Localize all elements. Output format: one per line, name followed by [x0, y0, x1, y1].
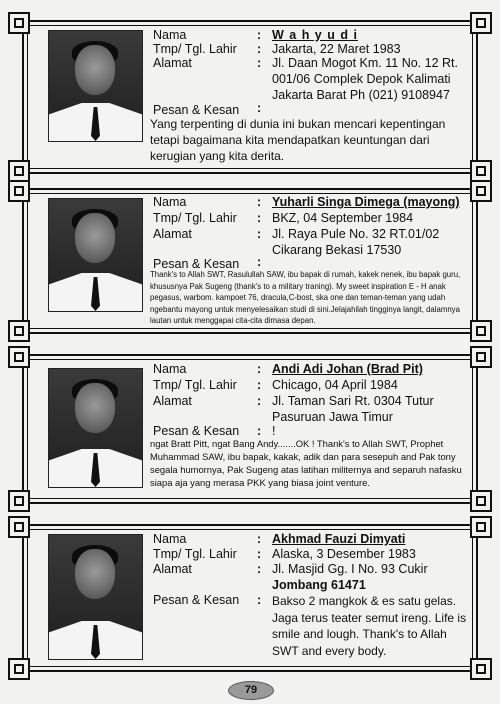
colon: : — [257, 532, 262, 546]
portrait-photo — [48, 198, 143, 312]
label-alamat: Alamat — [153, 562, 192, 576]
name-value: Yuharli Singa Dimega (mayong) — [272, 195, 460, 209]
corner-ornament — [8, 320, 30, 342]
colon: : — [257, 547, 262, 561]
entry-4 — [0, 518, 500, 678]
page-number: 79 — [228, 681, 274, 700]
colon: : — [257, 394, 262, 408]
ttl-value: Alaska, 3 Desember 1983 — [272, 547, 416, 561]
corner-ornament — [470, 658, 492, 680]
label-pesan: Pesan & Kesan — [153, 593, 240, 607]
corner-ornament — [8, 516, 30, 538]
label-nama: Nama — [153, 195, 187, 209]
pesan-text: Thank's to Allah SWT, Rasulullah SAW, ibu bapak di rumah, kakek nenek, ibu bapak guru, khususnya Pak Sugeng (thank's to a military traning). My sweet inspiration E - H anak pegasus, warbom. kampoet 76, dracula,C-bost, ska one dan teman-teman yang udah ngebantu mayong untuk menyelesaikan studi di sini.Jelajahilah tingginya langit, dalamnya lautan untuk menggapai cita-cita dimasa depan. — [150, 270, 461, 325]
ttl-value: BKZ, 04 September 1984 — [272, 211, 414, 225]
alamat-line: Jl. Taman Sari Rt. 0304 Tutur — [272, 394, 434, 408]
colon: : — [257, 378, 262, 392]
corner-ornament — [8, 658, 30, 680]
label-pesan: Pesan & Kesan — [153, 103, 240, 117]
corner-ornament — [470, 516, 492, 538]
name-value: Andi Adi Johan (Brad Pit) — [272, 362, 423, 376]
pesan-text: ngat Bratt Pitt, ngat Bang Andy.......OK ! Thank's to Allah SWT, Prophet Muhammad SAW, ibu bapak, kakak, adik dan para sesepuh and Pak tony segala humornya, Pak Sugeng atas latihan militernya and separuh nafasku siapa aja yang merasa PKK yang biasa joint venture. — [150, 438, 462, 488]
colon: : — [257, 227, 262, 241]
alamat-line: Jl. Raya Pule No. 32 RT.01/02 — [272, 227, 440, 241]
name-value: Akhmad Fauzi Dimyati — [272, 532, 406, 546]
corner-ornament — [470, 320, 492, 342]
label-ttl: Tmp/ Tgl. Lahir — [153, 378, 237, 392]
colon: : — [257, 593, 262, 607]
corner-ornament — [470, 12, 492, 34]
pesan-text: Bakso 2 mangkok & es satu gelas. Jaga terus teater semut ireng. Life is smile and lough. Thank's to Allah SWT and every body. — [272, 594, 467, 658]
portrait-photo — [48, 368, 143, 488]
label-alamat: Alamat — [153, 394, 192, 408]
corner-ornament — [8, 180, 30, 202]
portrait-photo — [48, 30, 143, 142]
colon: : — [257, 28, 262, 42]
label-pesan: Pesan & Kesan — [153, 257, 240, 271]
corner-ornament — [8, 490, 30, 512]
alamat-line: Jakarta Barat Ph (021) 9108947 — [272, 88, 450, 102]
colon: : — [257, 255, 262, 269]
name-value: W a h y u d i — [272, 28, 358, 42]
entry-2 — [0, 182, 500, 340]
colon: : — [257, 211, 262, 225]
colon: : — [257, 424, 262, 438]
corner-ornament — [470, 346, 492, 368]
colon: : — [257, 362, 262, 376]
entry-3 — [0, 348, 500, 510]
label-ttl: Tmp/ Tgl. Lahir — [153, 547, 237, 561]
corner-ornament — [470, 180, 492, 202]
alamat-line: Jl. Masjid Gg. I No. 93 Cukir — [272, 562, 428, 576]
label-nama: Nama — [153, 362, 187, 376]
pesan-head: ! — [272, 424, 276, 438]
alamat-line: Cikarang Bekasi 17530 — [272, 243, 402, 257]
corner-ornament — [470, 490, 492, 512]
ttl-value: Chicago, 04 April 1984 — [272, 378, 398, 392]
pesan-text: Yang terpenting di dunia ini bukan mencari kepentingan tetapi bagaimana kita mendapatkan keuntungan dari kerugian yang kita derita. — [150, 117, 446, 163]
label-alamat: Alamat — [153, 56, 192, 70]
colon: : — [257, 195, 262, 209]
corner-ornament — [470, 160, 492, 182]
label-pesan: Pesan & Kesan — [153, 424, 240, 438]
label-nama: Nama — [153, 28, 187, 42]
portrait-photo — [48, 534, 143, 660]
ttl-value: Jakarta, 22 Maret 1983 — [272, 42, 401, 56]
corner-ornament — [8, 12, 30, 34]
label-ttl: Tmp/ Tgl. Lahir — [153, 42, 237, 56]
alamat-line: Jombang 61471 — [272, 578, 366, 592]
colon: : — [257, 562, 262, 576]
label-ttl: Tmp/ Tgl. Lahir — [153, 211, 237, 225]
alamat-line: 001/06 Complek Depok Kalimati — [272, 72, 451, 86]
colon: : — [257, 56, 262, 70]
label-nama: Nama — [153, 532, 187, 546]
corner-ornament — [8, 160, 30, 182]
alamat-line: Jl. Daan Mogot Km. 11 No. 12 Rt. — [272, 56, 458, 70]
colon: : — [257, 101, 262, 115]
colon: : — [257, 42, 262, 56]
corner-ornament — [8, 346, 30, 368]
entry-1 — [0, 14, 500, 180]
label-alamat: Alamat — [153, 227, 192, 241]
alamat-line: Pasuruan Jawa Timur — [272, 410, 393, 424]
